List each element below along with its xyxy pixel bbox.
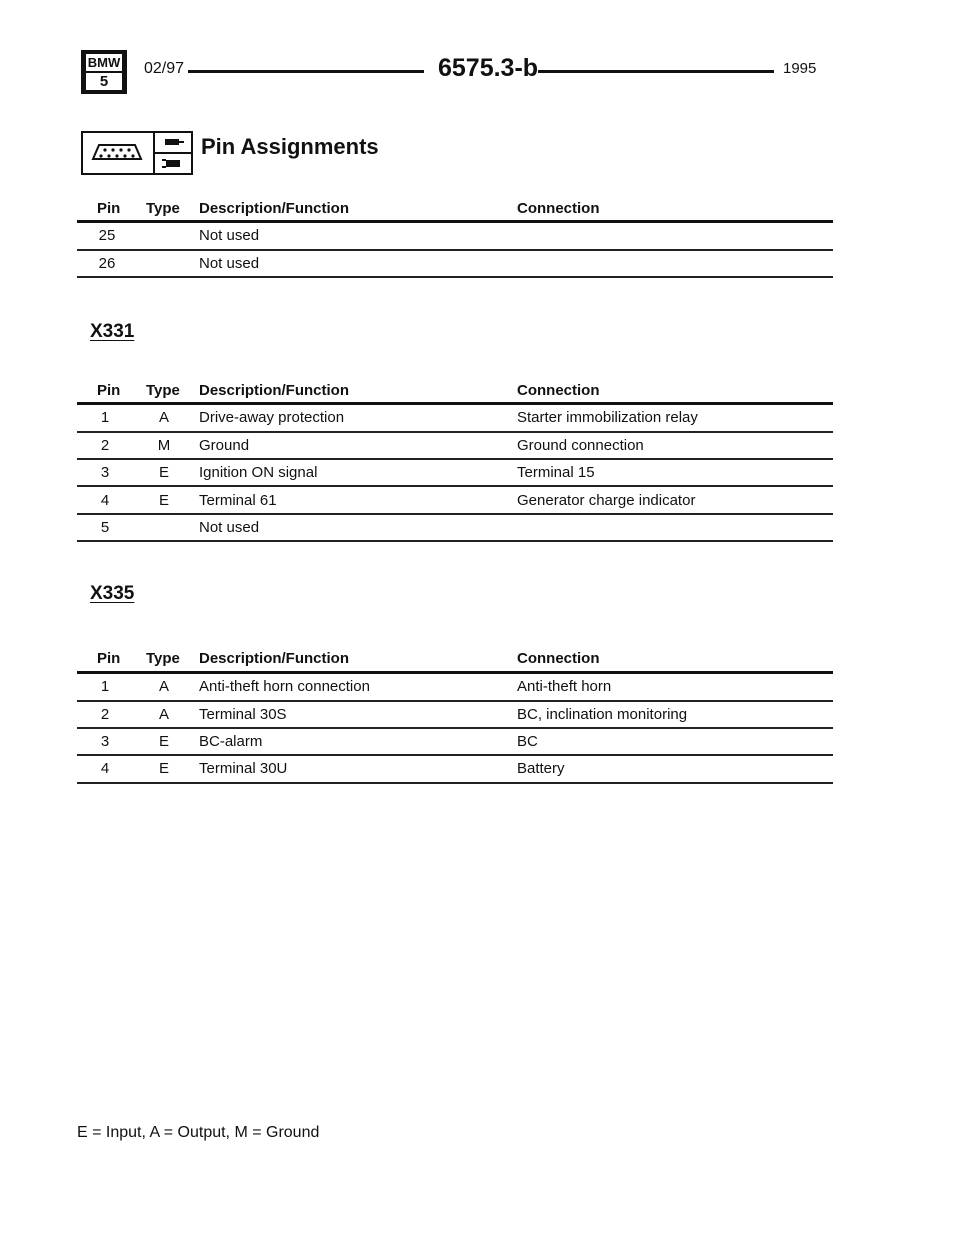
column-header-pin: Pin bbox=[97, 200, 121, 217]
header-rule-left bbox=[188, 70, 424, 73]
header-rule bbox=[77, 671, 833, 674]
row-rule bbox=[77, 513, 833, 515]
connector-pin-icon bbox=[81, 131, 193, 175]
logo-text: BMW bbox=[87, 55, 121, 70]
row-rule bbox=[77, 727, 833, 729]
column-header-type: Type bbox=[146, 382, 180, 399]
row-rule bbox=[77, 782, 833, 784]
row-rule bbox=[77, 458, 833, 460]
column-header-description: Description/Function bbox=[199, 200, 349, 217]
column-header-connection: Connection bbox=[517, 650, 600, 667]
column-header-type: Type bbox=[146, 650, 180, 667]
connector-label-x331: X331 bbox=[90, 321, 135, 342]
row-rule bbox=[77, 540, 833, 542]
row-rule bbox=[77, 485, 833, 487]
connector-label-x335: X335 bbox=[90, 583, 135, 604]
column-header-connection: Connection bbox=[517, 382, 600, 399]
row-rule bbox=[77, 754, 833, 756]
column-header-connection: Connection bbox=[517, 200, 600, 217]
header-rule bbox=[77, 220, 833, 223]
header-date: 02/97 bbox=[144, 60, 185, 77]
logo-series: 5 bbox=[86, 73, 122, 90]
plug-female-icon bbox=[155, 154, 191, 173]
row-rule bbox=[77, 276, 833, 278]
column-header-type: Type bbox=[146, 200, 180, 217]
column-header-pin: Pin bbox=[97, 382, 121, 399]
column-header-description: Description/Function bbox=[199, 650, 349, 667]
row-rule bbox=[77, 700, 833, 702]
type-legend: E = Input, A = Output, M = Ground bbox=[77, 1124, 320, 1141]
section-title: Pin Assignments bbox=[201, 134, 379, 159]
header-rule-right bbox=[538, 70, 774, 73]
header-rule bbox=[77, 402, 833, 405]
column-header-description: Description/Function bbox=[199, 382, 349, 399]
connector-icon bbox=[83, 133, 151, 173]
row-rule bbox=[77, 431, 833, 433]
document-number: 6575.3-b bbox=[438, 54, 539, 82]
row-rule bbox=[77, 249, 833, 251]
bmw-5-series-logo bbox=[81, 50, 127, 94]
model-year: 1995 bbox=[783, 60, 817, 77]
column-header-pin: Pin bbox=[97, 650, 121, 667]
plug-male-icon bbox=[155, 133, 191, 152]
